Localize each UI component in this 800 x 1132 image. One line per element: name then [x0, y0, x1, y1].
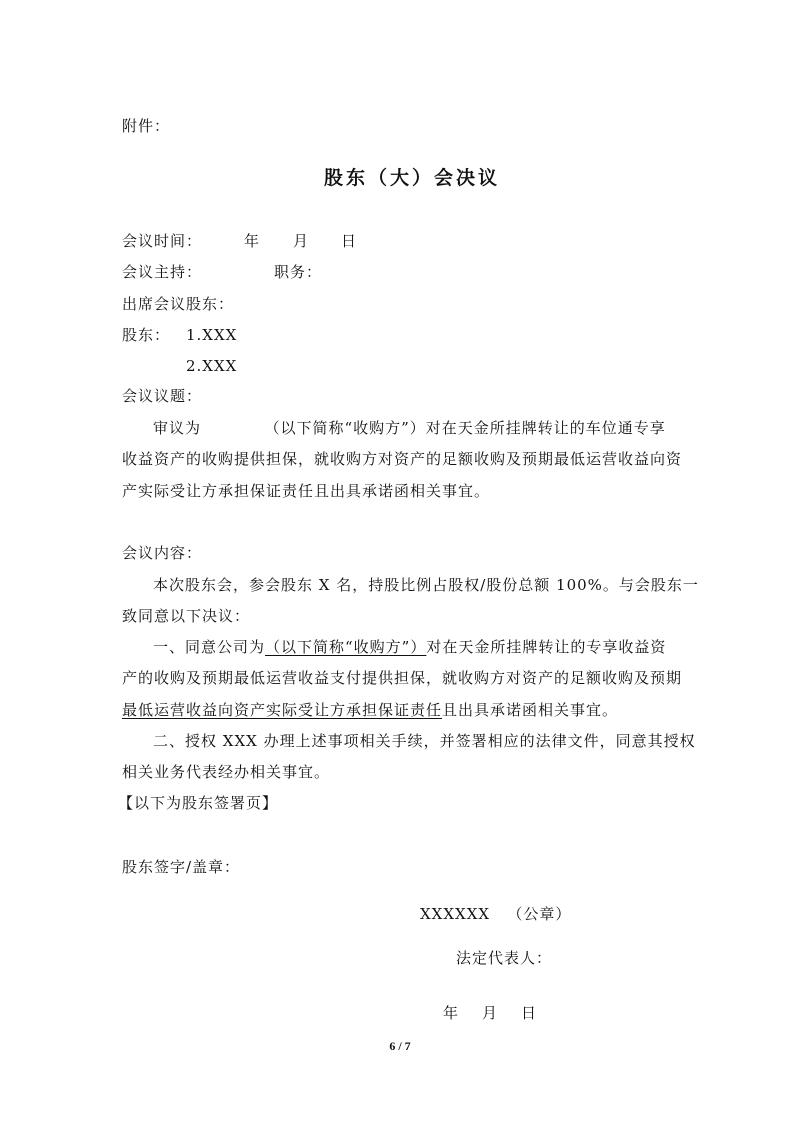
meeting-position-label: 职务：	[274, 263, 323, 281]
shareholder-item: 2.XXX	[186, 357, 238, 375]
meeting-time-year: 年	[244, 232, 261, 250]
resolution-2-line: 二、授权 XXX 办理上述事项相关手续，并签署相应的法律文件，同意其授权	[153, 732, 696, 750]
attendees-label: 出席会议股东：	[122, 295, 235, 313]
resolution-1-line-1	[153, 637, 666, 657]
meeting-time-day: 日	[341, 232, 358, 250]
meeting-time-label: 会议时间：	[122, 232, 203, 250]
resolution-1-underlined-text: （以下简称“收购方”）	[265, 638, 427, 656]
company-seal-line: XXXXXX （公章）	[420, 905, 572, 923]
content-label: 会议内容：	[122, 544, 203, 562]
content-intro-line: 致同意以下决议：	[122, 607, 251, 625]
resolution-1-line-2: 产的收购及预期最低运营收益支付提供担保，就收购方对资产的足额收购及预期	[122, 669, 683, 687]
signature-page-note: 【以下为股东签署页】	[118, 794, 279, 812]
shareholder-item: 1.XXX	[186, 326, 238, 344]
attachment-label: 附件：	[122, 117, 171, 135]
legal-representative-label: 法定代表人：	[456, 949, 553, 967]
topic-label: 会议议题：	[122, 387, 203, 405]
document-title: 股东（大）会决议	[324, 167, 501, 189]
resolution-2-line: 相关业务代表经办相关事宜。	[122, 763, 331, 781]
resolution-1-line-3	[122, 700, 618, 720]
topic-line: 收益资产的收购提供担保，就收购方对资产的足额收购及预期最低运营收益向资	[122, 450, 683, 468]
signature-date-day: 日	[521, 1004, 538, 1022]
signature-label: 股东签字/盖章：	[122, 858, 241, 876]
meeting-time-month: 月	[293, 232, 310, 250]
meeting-host-label: 会议主持：	[122, 263, 203, 281]
resolution-1-suffix: 且出具承诺函相关事宜。	[442, 701, 619, 719]
topic-line: 审议为 （以下简称“收购方”）对在天金所挂牌转让的车位通专享	[153, 419, 666, 437]
resolution-1-underlined-text: 最低运营收益向资产实际受让方承担保证责任	[122, 701, 443, 719]
signature-date-month: 月	[482, 1004, 499, 1022]
page-number: 6 / 7	[389, 1039, 411, 1053]
topic-line: 产实际受让方承担保证责任且出具承诺函相关事宜。	[122, 482, 491, 500]
signature-date-year: 年	[443, 1004, 460, 1022]
shareholders-label: 股东：	[122, 326, 171, 344]
content-intro-line: 本次股东会，参会股东 X 名，持股比例占股权/股份总额 100%。与会股东一	[153, 576, 699, 594]
resolution-1-suffix: 对在天金所挂牌转让的专享收益资	[426, 638, 667, 656]
resolution-1-prefix: 一、同意公司为	[153, 638, 266, 656]
